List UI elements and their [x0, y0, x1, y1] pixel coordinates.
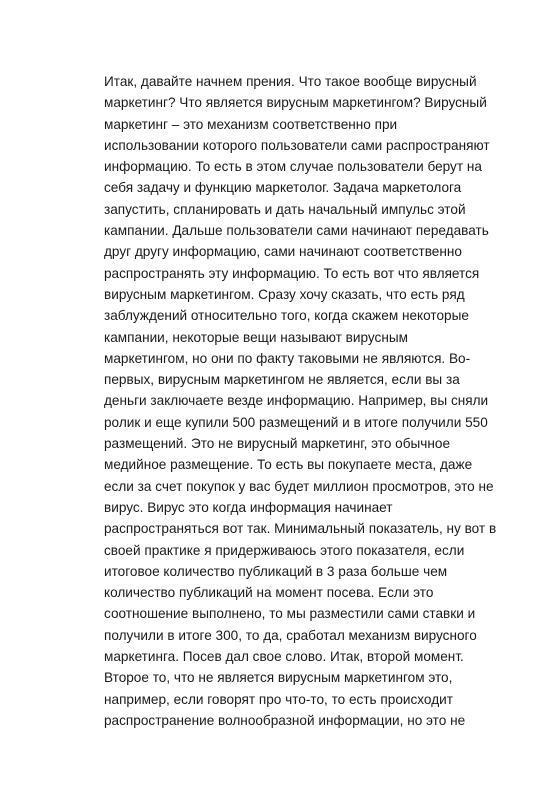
text-line: заблуждений относительно того, когда скажем некоторые	[104, 308, 469, 324]
text-line: например, если говорят про что-то, то есть происходит	[104, 691, 453, 707]
text-line: маркетинга. Посев дал свое слово. Итак, второй момент.	[104, 649, 464, 665]
text-line: распространять эту информацию. То есть вот что является	[104, 265, 480, 281]
text-line: запустить, спланировать и дать начальный импульс этой	[104, 201, 466, 217]
text-line: распространение волнообразной информации, но это не	[104, 712, 466, 728]
text-line: ролик и еще купили 500 размещений и в итоге получили 550	[104, 414, 488, 430]
text-line: медийное размещение. То есть вы покупаете места, даже	[104, 457, 473, 473]
text-line: первых, вирусным маркетингом не является, если вы за	[104, 372, 460, 388]
text-line: маркетинг? Что является вирусным маркетингом? Вирусный	[104, 95, 487, 111]
text-line: использовании которого пользователи сами распространяют	[104, 137, 490, 153]
body-text	[104, 71, 504, 731]
text-line: размещений. Это не вирусный маркетинг, это обычное	[104, 436, 451, 452]
text-line: если за счет покупок у вас будет миллион просмотров, это не	[104, 478, 494, 494]
text-line: себя задачу и функцию маркетолог. Задача маркетолога	[104, 180, 462, 196]
text-line: итоговое количество публикаций в 3 раза больше чем	[104, 563, 448, 579]
text-line: соотношение выполнено, то мы разместили сами ставки и	[104, 606, 476, 622]
text-line: кампании, некоторые вещи называют вирусным	[104, 329, 408, 345]
text-line: Второе то, что не является вирусным маркетингом это,	[104, 670, 453, 686]
text-line: количество публикаций на момент посева. Если это	[104, 585, 434, 601]
text-line: информацию. То есть в этом случае пользователи берут на	[104, 159, 482, 175]
text-line: Итак, давайте начнем прения. Что такое вообще вирусный	[104, 74, 477, 89]
text-line: друг другу информацию, сами начинают соответственно	[104, 244, 462, 260]
text-line: своей практике я придерживаюсь этого показателя, если	[104, 542, 465, 558]
text-line: вирус. Вирус это когда информация начинает	[104, 499, 393, 515]
text-line: распространяться вот так. Минимальный показатель, ну вот в	[104, 521, 497, 537]
text-line: получили в итоге 300, то да, сработал механизм вирусного	[104, 627, 477, 643]
text-line: деньги заключаете везде информацию. Например, вы сняли	[104, 393, 489, 409]
text-line: кампании. Дальше пользователи сами начинают передавать	[104, 223, 489, 239]
text-line: вирусным маркетингом. Сразу хочу сказать, что есть ряд	[104, 286, 465, 302]
text-line: маркетинг – это механизм соответственно при	[104, 116, 398, 132]
text-line: маркетингом, но они по факту таковыми не являются. Во-	[104, 350, 471, 366]
